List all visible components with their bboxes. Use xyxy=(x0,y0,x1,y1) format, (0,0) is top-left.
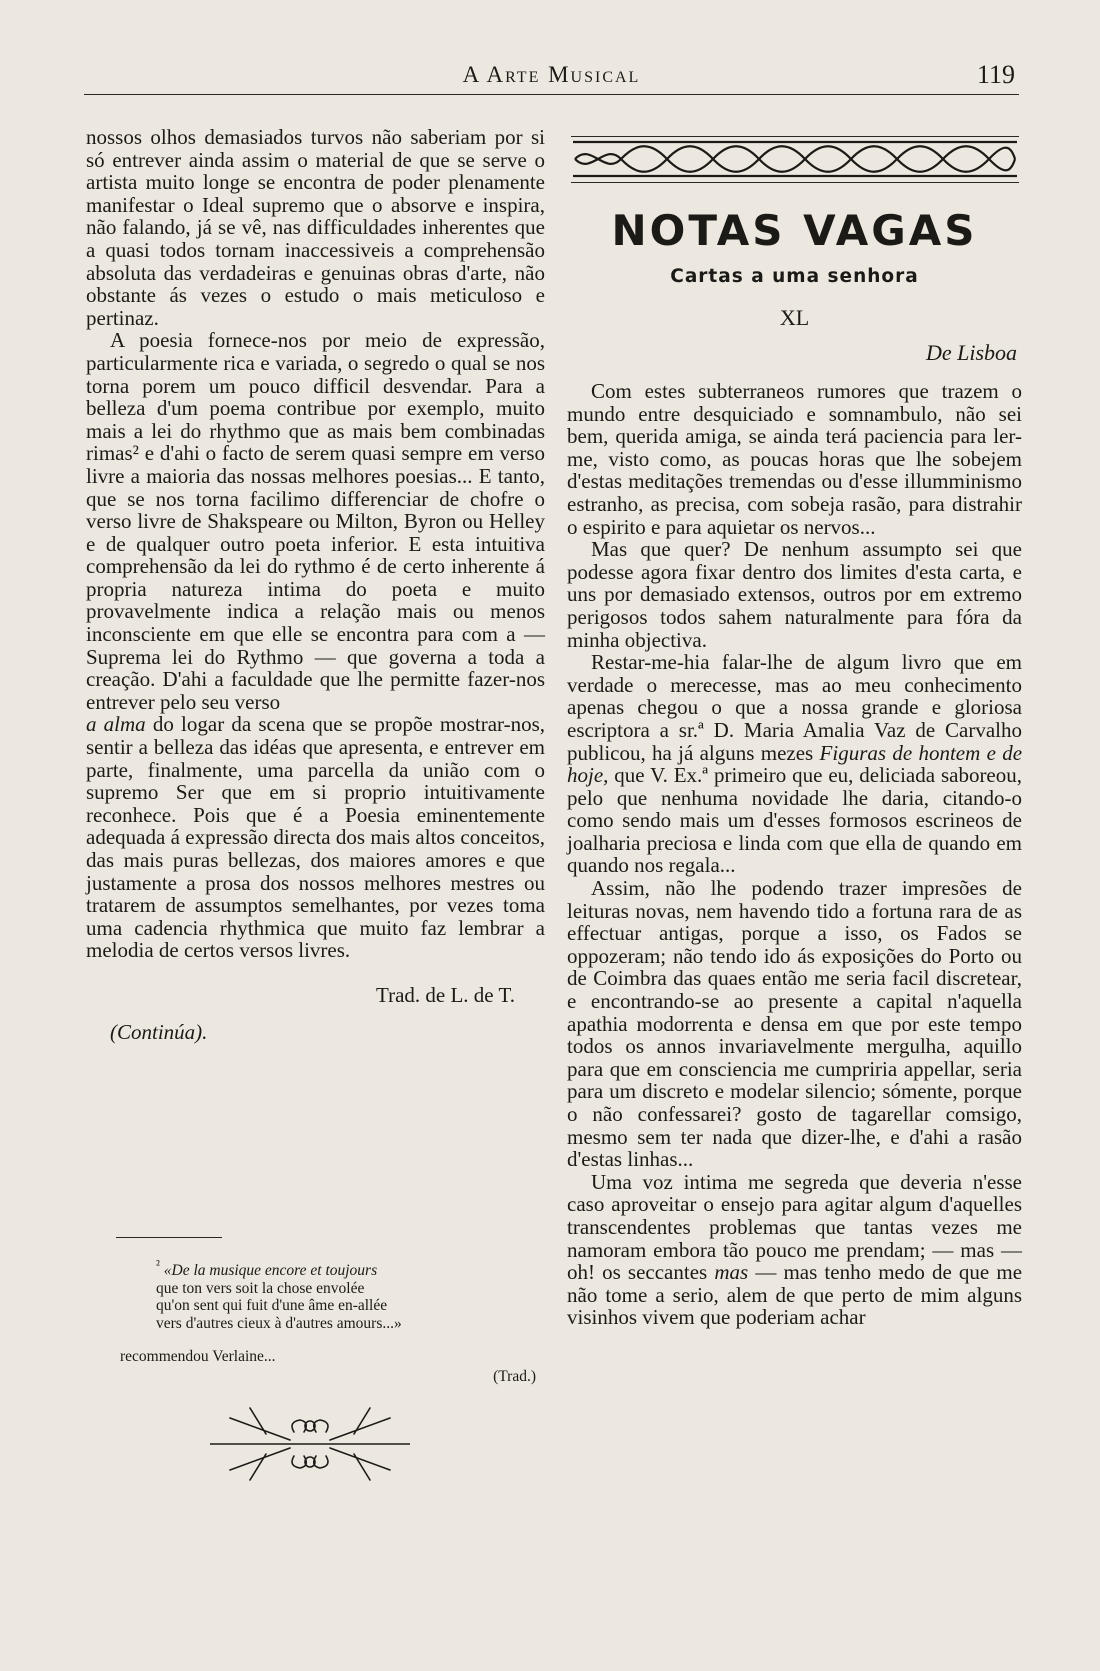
flourish-ornament-icon xyxy=(210,1404,410,1484)
italic-phrase: a alma xyxy=(86,712,146,737)
quote-line: $^{^2}$ «De la musique encore et toujours xyxy=(156,1257,378,1280)
quote-line: vers d'autres cieux à d'autres amours...» xyxy=(156,1314,402,1332)
running-header xyxy=(84,60,1019,95)
letter-number: XL xyxy=(779,305,810,330)
paragraph xyxy=(86,713,545,962)
paragraph-text: do logar da scena que se propõe mostrar-nos, sentir a belleza das idéas que apresenta, e entrever em parte, finalmente, uma parcella da união com o supremo Ser que em si proprio intuitivamente reconhece. Pois que é a Poesia eminentemente adequada á expressão directa dos mais altos conceitos, das mais puras bellezas, dos maiores amores e que justamente a prosa dos nossos melhores mestres ou tratarem de assumptos semelhantes, por vezes toma uma cadencia rhythmica que muito faz lembrar a melodia de certos versos livres. xyxy=(86,712,546,963)
paragraph: Assim, não lhe podendo trazer impresões de leituras novas, nem havendo tido a fortuna rara de as effectuar antigas, porque a isso, os Fados se oppozeram; não tendo ido ás exposições do Porto ou de Coimbra das quaes então me seria facil discretear, e encontrando-se ao presente a capital n'aquella apathia modorrenta e densa em que por este tempo todos os annos invariavelmente mergulha, aquillo para que em consciencia me cumpriria appellar, seria para um discreto e modelar silencio; sómente, porque o não confessarei? gosto de tagarellar comsigo, mesmo sem ter nada que dizer-lhe, e d'ahi a rasão d'estas linhas... xyxy=(567,876,1022,1172)
translator-signature: Trad. de L. de T. xyxy=(375,982,515,1007)
right-column xyxy=(567,380,1022,1329)
decorative-border-icon xyxy=(571,136,1019,182)
paragraph: A poesia fornece-nos por meio de expressão, particularmente rica e variada, o segredo o qual se nos torna porem um pouco difficil desvendar. Para a belleza d'um poema contribue por exemplo, muito mais a lei do rhythmo que as mais bem combinadas rimas² e d'ahi o facto de serem quasi sempre em verso livre a maioria das nossas melhores poesias... E tanto, que se nos torna facilimo differenciar de chofre o verso livre de Shakspeare ou Milton, Byron ou Helley e de qualquer outro poeta inferior. E esta intuitiva comprehensão da lei do rythmo é de certo inherente á propria natureza intima do poeta e muito provavelmente indica a relação mais ou menos inconsciente em que elle se encontra para com a — Suprema lei do Rythmo — que governa a toda a creação. D'ahi a faculdade que lhe permitte fazer-nos entrever pelo seu verso xyxy=(86,328,545,714)
section-title: NOTAS VAGAS xyxy=(611,206,978,255)
footnote-trad: (Trad.) xyxy=(493,1367,536,1385)
section-subtitle: Cartas a uma senhora xyxy=(670,266,919,287)
paragraph: Mas que quer? De nenhum assumpto sei que podesse agora fixar dentro dos limites d'esta carta, e uns por demasiado extensos, outros por em extremo perigosos todos sahem naturalmente para fóra da minha objectiva. xyxy=(567,537,1022,652)
paragraph: Com estes subterraneos rumores que trazem o mundo entre desquiciado e somnambulo, não sei bem, querida amiga, se ainda terá paciencia para ler-me, visto como, as poucas horas que lhe sobejem d'estas meditações tremendas ou d'esse illumminismo estranho, as precisa, com sobeja rasão, para distrahir o espirito e para aquietar os nervos... xyxy=(567,379,1022,539)
paragraph: Uma voz intima me segreda que deveria n'esse caso aproveitar o ensejo para agitar algum d'aquelles transcendentes problemas que tantas vezes me namoram embora tão pouco me prendam; — mas — oh! os seccantes mas — mas tenho medo de que me não tome a serio, alem de que perto de mim alguns visinhos vivem que poderiam achar xyxy=(567,1169,1023,1330)
italic-word: mas xyxy=(714,1260,749,1285)
quote-line: qu'on sent qui fuit d'une âme en-allée xyxy=(156,1297,388,1315)
paragraph: Restar-me-hia falar-lhe de algum livro que em verdade o merecesse, mas ao meu conhecimento apenas chegou o que a nossa grande e gloriosa escriptora a sr.ª D. Maria Amalia Vaz de Carvalho publicou, ha já alguns mezes Figuras de hontem e de hoje, que V. Ex.ª primeiro que eu, deliciada saboreou, pelo que nenhuma novidade lhe daria, citando-o como sendo mais um d'esses formosos escrineos de joalharia preciosa e linda com que ella de quando em quando nos regala... xyxy=(567,650,1023,878)
dateline: De Lisboa xyxy=(925,340,1017,365)
footnote-attribution: recommendou Verlaine... xyxy=(120,1348,276,1366)
continua-note: (Continúa). xyxy=(110,1019,208,1044)
footnote-quote xyxy=(120,1256,538,1332)
book-title: Figuras de hontem e de hoje, xyxy=(567,740,1023,788)
footnote xyxy=(120,1256,538,1385)
paragraph: nossos olhos demasiados turvos não saberiam por si só entrever ainda assim o material de que se serve o artista muito longe se encontra de poder plenamente manifestar o Ideal supremo que o absorve e inspira, não falando, já se vê, nas difficuldades inherentes que a quasi todos tornam inaccessiveis a comprehensão absoluta das verdadeiras e genuinas obras d'arte, não obstante ás vezes o estudo o mais meticuloso e pertinaz. xyxy=(86,125,545,330)
quote-line: que ton vers soit la chose envolée xyxy=(156,1279,365,1297)
page-number: 119 xyxy=(976,60,1015,89)
ornament-rule xyxy=(571,182,1019,183)
left-column xyxy=(86,126,545,1043)
journal-title: A Arte Musical xyxy=(462,62,641,87)
footnote-rule xyxy=(116,1237,222,1238)
